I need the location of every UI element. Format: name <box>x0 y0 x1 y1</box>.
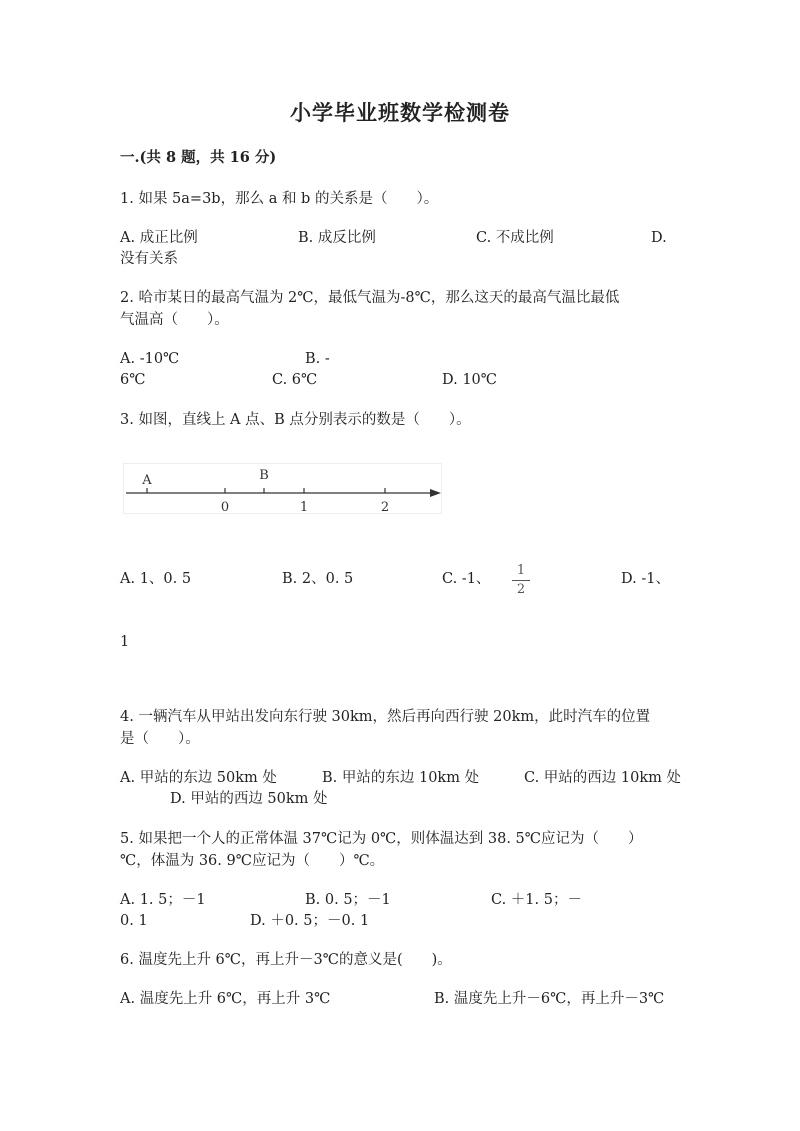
question-5-stem-line1: 5. 如果把一个人的正常体温 37℃记为 0℃，则体温达到 38. 5℃应记为（ ） <box>120 831 643 847</box>
question-1-option-a: A. 成正比例 <box>120 230 198 246</box>
question-3-option-d-wrap: 1 <box>120 634 130 650</box>
tick-label-0: 0 <box>220 500 230 515</box>
section-header: 一.(共 8 题，共 16 分) <box>120 149 277 166</box>
tick-label-2: 2 <box>380 500 390 515</box>
question-1-option-d: D. <box>651 230 667 246</box>
question-2-option-b-wrap: 6℃ <box>120 372 146 388</box>
question-5-option-c: C. ＋1. 5；－ <box>491 892 582 908</box>
question-3-option-a: A. 1、0. 5 <box>120 571 192 587</box>
question-5-option-d: D. ＋0. 5；－0. 1 <box>250 913 370 929</box>
question-3-option-c: C. -1、 <box>442 571 491 587</box>
question-3-stem: 3. 如图，直线上 A 点、B 点分别表示的数是（ ）。 <box>120 412 471 428</box>
question-6-option-a: A. 温度先上升 6℃，再上升 3℃ <box>120 991 331 1007</box>
question-1-stem: 1. 如果 5a=3b，那么 a 和 b 的关系是（ ）。 <box>120 191 439 207</box>
number-line-figure <box>123 463 443 515</box>
question-4-option-b: B. 甲站的东边 10km 处 <box>322 770 480 786</box>
question-5-option-b: B. 0. 5；－1 <box>305 892 391 908</box>
question-4-stem-line1: 4. 一辆汽车从甲站出发向东行驶 30km，然后再向西行驶 20km，此时汽车的位置 <box>120 709 651 725</box>
question-2-option-c: C. 6℃ <box>272 372 318 388</box>
question-1-option-d-wrap: 没有关系 <box>120 251 178 267</box>
fraction-denominator: 2 <box>516 582 526 597</box>
question-3-option-c-fraction <box>512 564 530 597</box>
question-1-option-c: C. 不成比例 <box>476 230 554 246</box>
question-1-option-b: B. 成反比例 <box>298 230 376 246</box>
question-2-stem-line1: 2. 哈市某日的最高气温为 2℃，最低气温为-8℃，那么这天的最高气温比最低 <box>120 290 620 306</box>
question-6-option-b: B. 温度先上升－6℃，再上升－3℃ <box>434 991 665 1007</box>
point-label-a: A <box>142 473 152 488</box>
tick-label-1: 1 <box>299 500 309 515</box>
question-5-option-a: A. 1. 5；－1 <box>120 892 206 908</box>
question-5-stem-line2: ℃，体温为 36. 9℃应记为（ ）℃。 <box>120 853 385 869</box>
question-2-stem-line2: 气温高（ ）。 <box>120 312 229 328</box>
question-2-option-d: D. 10℃ <box>442 372 497 388</box>
question-5-option-c-wrap: 0. 1 <box>120 913 148 929</box>
question-3-option-b: B. 2、0. 5 <box>282 571 354 587</box>
question-4-option-c: C. 甲站的西边 10km 处 <box>524 770 682 786</box>
question-4-stem-line2: 是（ ）。 <box>120 731 200 747</box>
fraction-bar <box>512 580 530 581</box>
point-label-b: B <box>259 468 269 483</box>
question-6-stem: 6. 温度先上升 6℃，再上升－3℃的意义是( )。 <box>120 952 452 968</box>
page-title: 小学毕业班数学检测卷 <box>290 100 510 125</box>
figure-frame <box>124 464 442 514</box>
question-2-option-a: A. -10℃ <box>120 351 180 367</box>
fraction-numerator: 1 <box>516 563 526 578</box>
question-2-option-b: B. - <box>305 351 330 367</box>
question-3-option-d: D. -1、 <box>621 571 670 587</box>
question-4-option-a: A. 甲站的东边 50km 处 <box>120 770 277 786</box>
question-4-option-d: D. 甲站的西边 50km 处 <box>170 791 328 807</box>
